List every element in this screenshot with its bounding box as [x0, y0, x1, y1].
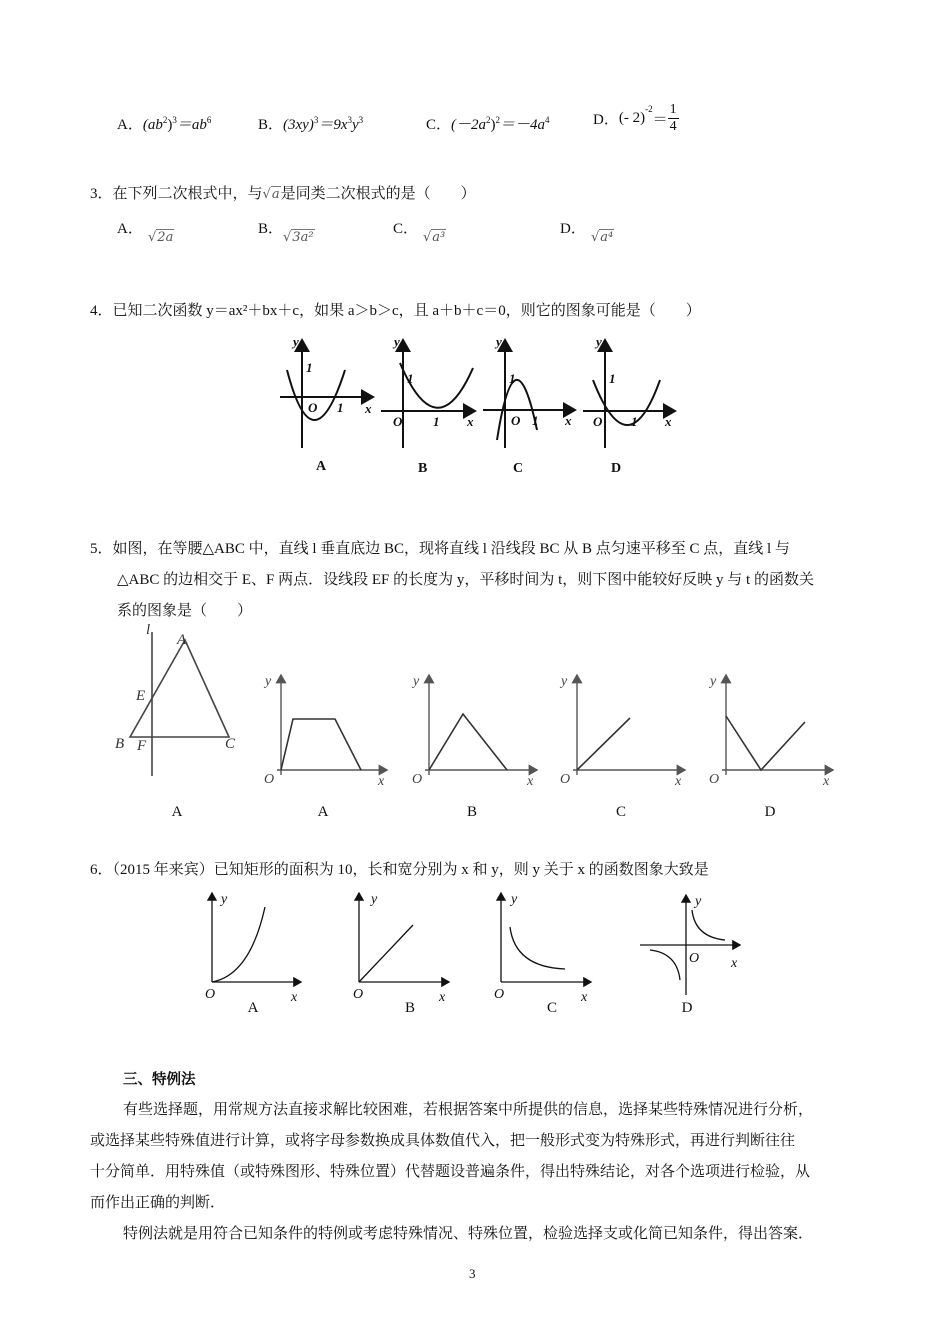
q6-d-x: x — [731, 956, 738, 971]
q4-caption-b: B — [418, 461, 428, 476]
section-p1-line3: 十分简单．用特殊值（或特殊图形、特殊位置）代替题设普遍条件，得出特殊结论，对各个选项进行检验，从 — [90, 1164, 811, 1180]
q5-g2-o: O — [412, 772, 423, 787]
q6-b-y: y — [371, 892, 378, 907]
q4-a-one-x: 1 — [337, 400, 344, 415]
q6-d-y: y — [695, 894, 702, 909]
q5-label-b: B — [115, 736, 125, 752]
q4-a-y: y — [293, 334, 299, 349]
q4-b-one: 1 — [407, 371, 414, 386]
q5-label-a: A — [177, 632, 187, 648]
q3-stem: 3．在下列二次根式中，与√a是同类二次根式的是（ ） — [90, 186, 476, 202]
q4-a-x: x — [365, 401, 372, 416]
q2-option-d: D．(- 2)$^{-2}$＝ $\frac{1}{4}$ — [593, 102, 677, 134]
q4-graphs — [275, 330, 685, 480]
q4-d-one-x: 1 — [631, 414, 638, 429]
q4-b-o: O — [393, 414, 403, 429]
q3-option-b: B． — [258, 221, 284, 237]
q5-g2-y: y — [413, 674, 420, 689]
section-p2: 特例法就是用符合已知条件的特例或考虑特殊情况、特殊位置，检验选择支或化简已知条件，得出答案． — [123, 1226, 814, 1242]
q3-option-d: D． — [560, 221, 586, 237]
q5-caption-3: B — [466, 804, 477, 820]
q6-graphs — [195, 885, 755, 1010]
q5-g3-o: O — [560, 772, 571, 787]
q6-caption-d: D — [681, 1000, 693, 1016]
q4-a-o: O — [308, 400, 318, 415]
q6-b-x: x — [439, 990, 446, 1005]
q5-label-c: C — [225, 736, 236, 752]
q4-c-one-x: 1 — [532, 413, 539, 428]
q4-c-x: x — [565, 413, 572, 428]
q5-caption-4: C — [615, 804, 626, 820]
q4-b-x: x — [467, 414, 474, 429]
q5-label-l: l — [146, 622, 151, 638]
q5-caption-2: A — [317, 804, 329, 820]
q5-g3-y: y — [561, 674, 568, 689]
q6-a-o: O — [205, 987, 216, 1002]
section-p1-line1: 有些选择题，用常规方法直接求解比较困难，若根据答案中所提供的信息，选择某些特殊情况进行分析， — [123, 1102, 814, 1118]
q5-g1-x: x — [378, 774, 385, 789]
q5-line2: △ABC 的边相交于 E、F 两点．设线段 EF 的长度为 y，平移时间为 t，则下图中能较好反映 y 与 t 的函数关 — [117, 572, 814, 588]
q2-option-c: C．$(-2a^2)^2=-4a^4$ — [426, 115, 550, 133]
section-p1-line2: 或选择某些特殊值进行计算，或将字母参数换成具体数值代入，把一般形式变为特殊形式，再进行判断往往 — [90, 1133, 796, 1149]
page-number: 3 — [469, 1266, 476, 1281]
q3-radical-c: √a³ — [423, 230, 446, 245]
q3-option-c: C． — [393, 221, 419, 237]
q5-label-f: F — [137, 738, 147, 754]
q4-d-one: 1 — [609, 371, 616, 386]
q6-a-x: x — [291, 990, 298, 1005]
q6-stem: 6．（2015 年来宾）已知矩形的面积为 10，长和宽分别为 x 和 y，则 y 关于 x 的函数图象大致是 — [90, 862, 709, 878]
q2-option-a: A．$(ab^2)^3=ab^6$ — [117, 115, 212, 133]
q5-g1-y: y — [265, 674, 272, 689]
q5-caption-5: D — [764, 804, 776, 820]
q3-radical-d: √a⁴ — [591, 230, 614, 245]
q2-option-b: B．$(3xy)^3=9x^3y^3$ — [258, 115, 364, 133]
q5-g2-x: x — [527, 774, 534, 789]
q3-option-a: A． — [117, 221, 143, 237]
section-heading: 三、特例法 — [123, 1072, 196, 1088]
q4-d-x: x — [665, 414, 672, 429]
q4-d-y: y — [596, 334, 602, 349]
q4-caption-a: A — [316, 459, 327, 474]
q4-c-y: y — [496, 334, 502, 349]
q6-caption-b: B — [404, 1000, 415, 1016]
q5-line3: 系的图象是（ ） — [117, 603, 253, 619]
q5-g4-x: x — [823, 774, 830, 789]
q5-g4-y: y — [710, 674, 717, 689]
q4-stem: 4．已知二次函数 y＝ax²＋bx＋c，如果 a＞b＞c，且 a＋b＋c＝0，则它的图象可能是（ ） — [90, 303, 701, 319]
q4-c-o: O — [511, 413, 521, 428]
q3-radical-a: √2a — [148, 230, 174, 245]
q6-b-o: O — [353, 987, 364, 1002]
q4-d-o: O — [593, 414, 603, 429]
q5-line1: 5．如图，在等腰△ABC 中，直线 l 垂直底边 BC，现将直线 l 沿线段 BC 从 B 点匀速平移至 C 点，直线 l 与 — [90, 541, 790, 557]
q6-d-o: O — [689, 951, 700, 966]
q6-caption-a: A — [247, 1000, 259, 1016]
q4-caption-d: D — [611, 461, 622, 476]
q4-b-one-x: 1 — [433, 414, 440, 429]
q6-c-o: O — [494, 987, 505, 1002]
q6-c-y: y — [511, 892, 518, 907]
q6-c-x: x — [581, 990, 588, 1005]
q5-caption-1: A — [171, 804, 183, 820]
q5-g1-o: O — [264, 772, 275, 787]
q5-g3-x: x — [675, 774, 682, 789]
q3-radical-b: √3a² — [283, 230, 314, 245]
q5-g4-o: O — [709, 772, 720, 787]
section-p1-line4: 而作出正确的判断． — [90, 1195, 226, 1211]
q4-b-y: y — [394, 334, 400, 349]
q5-figures — [105, 620, 845, 795]
q5-label-e: E — [136, 688, 146, 704]
q6-a-y: y — [221, 892, 228, 907]
q4-a-one: 1 — [306, 360, 313, 375]
q4-caption-c: C — [513, 461, 524, 476]
q6-caption-c: C — [546, 1000, 557, 1016]
q4-c-one: 1 — [509, 371, 516, 386]
